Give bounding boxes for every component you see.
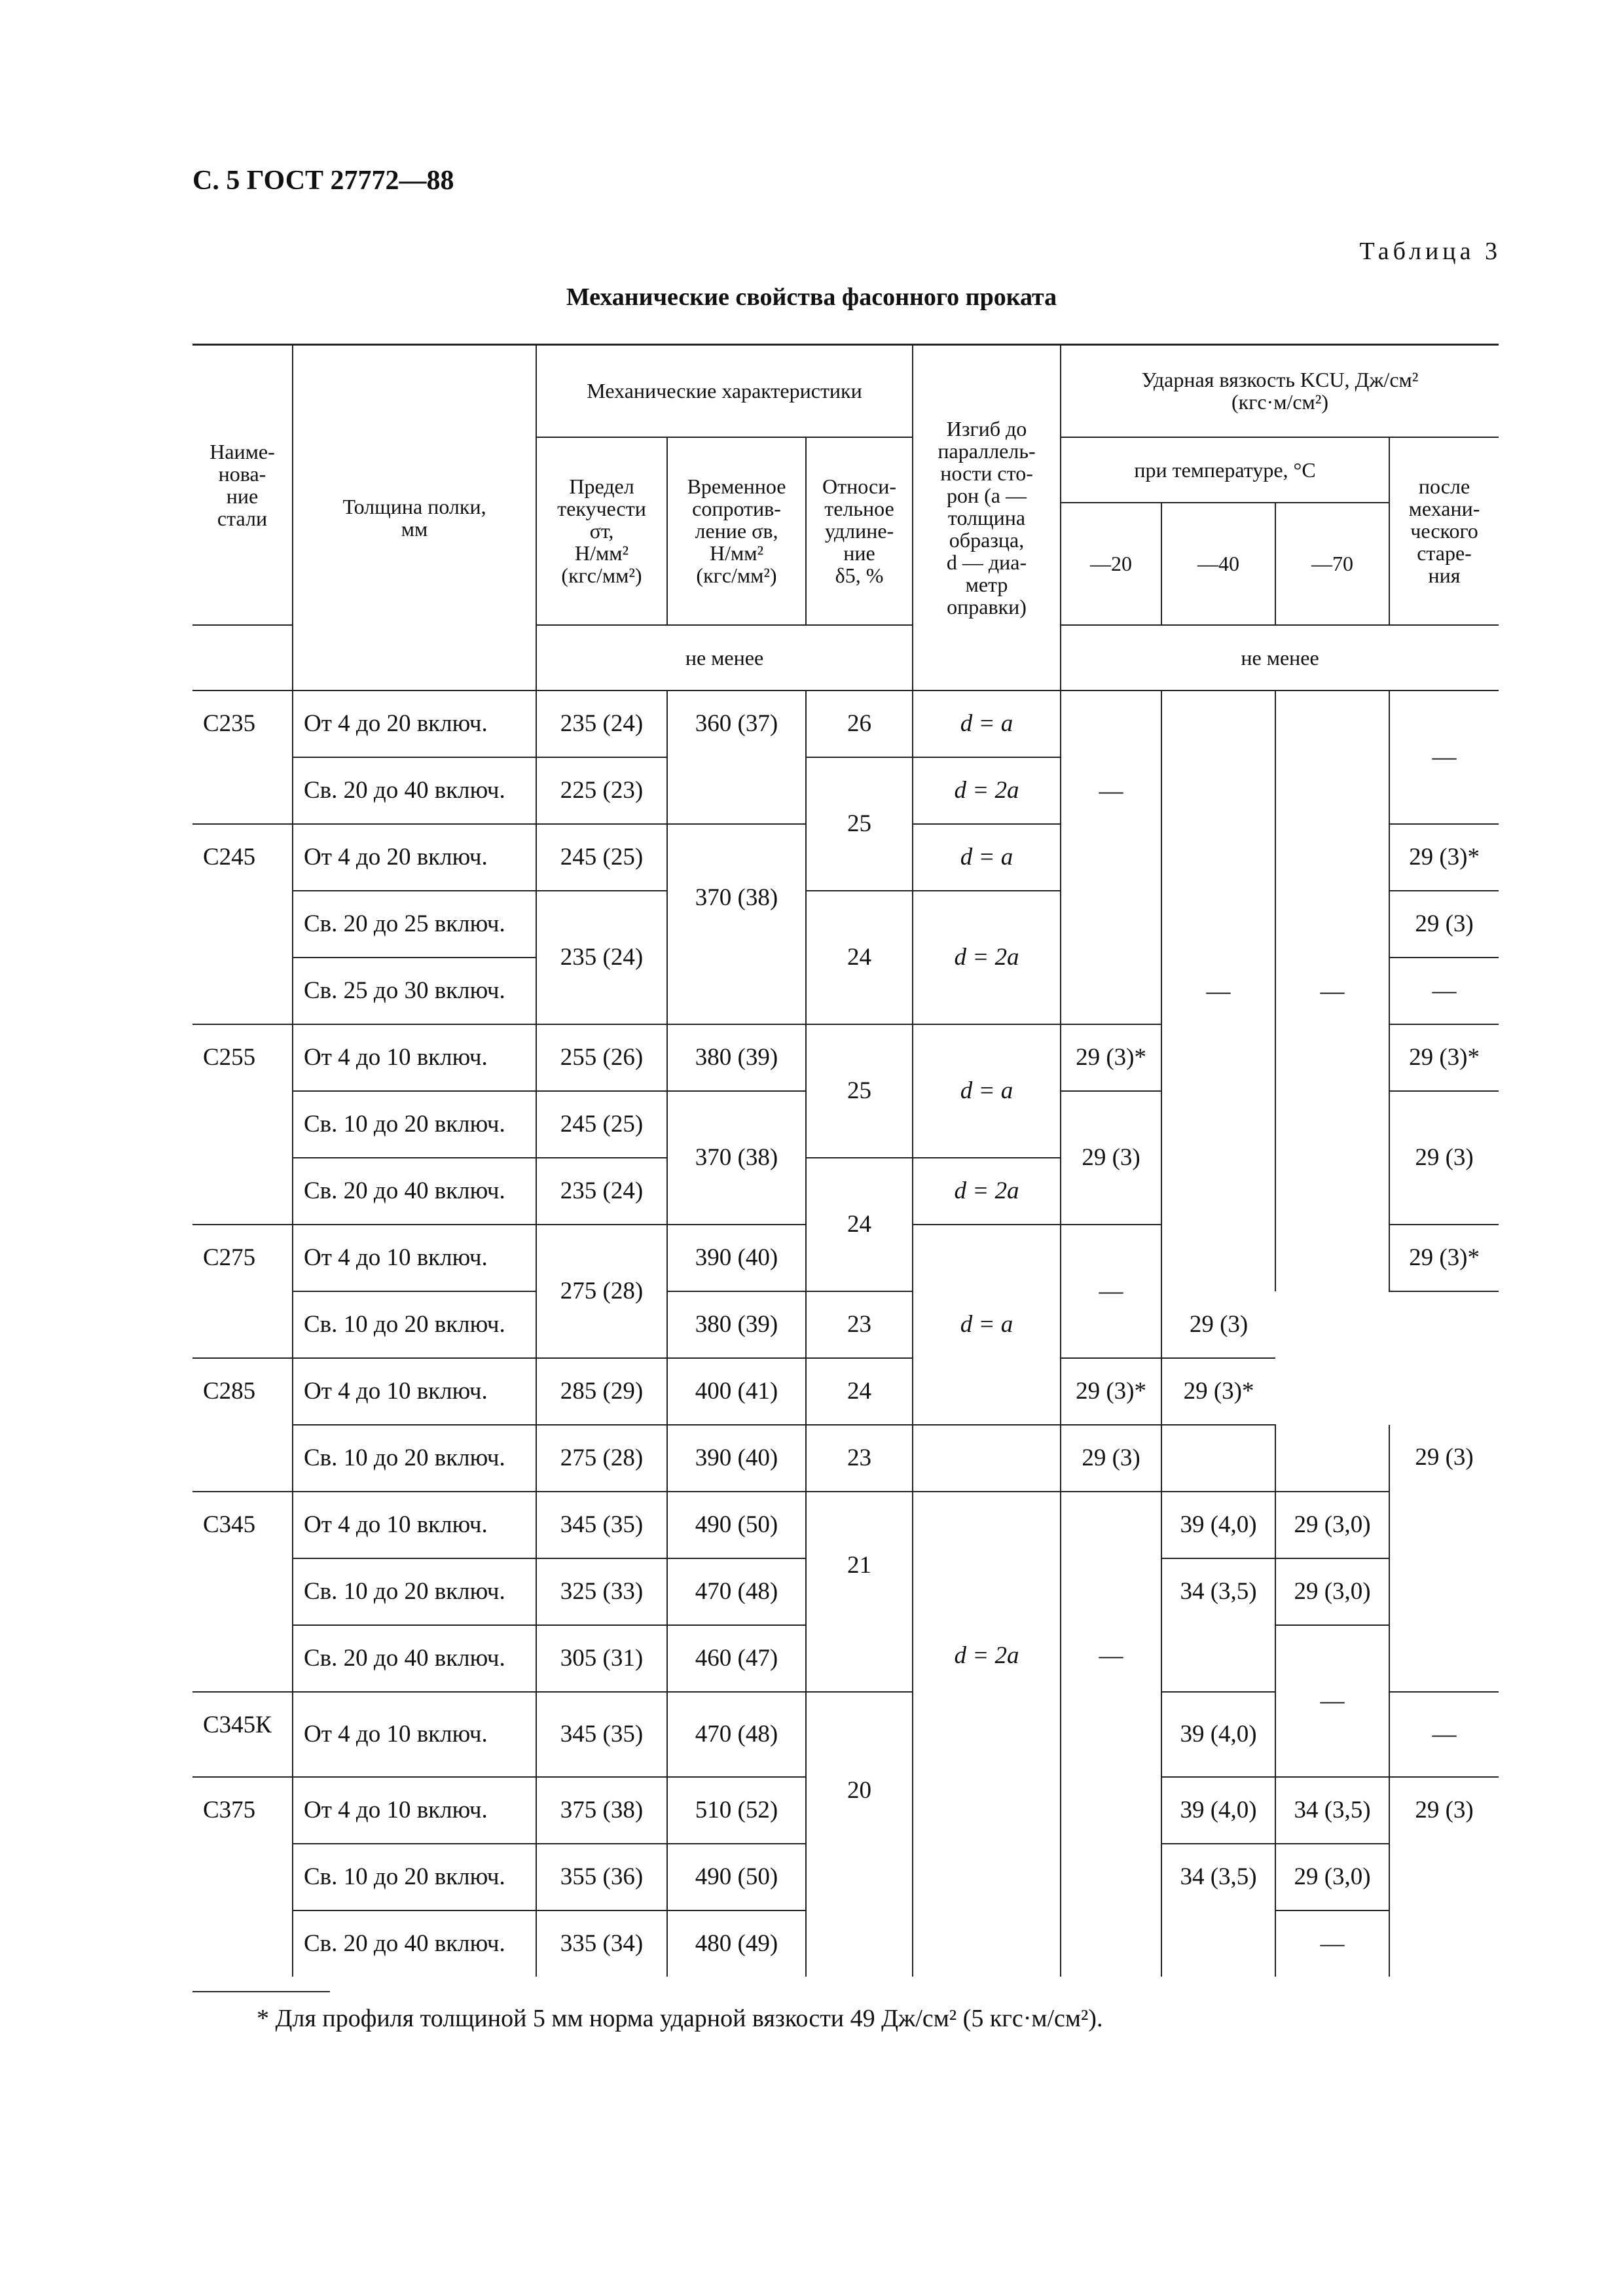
steel-grade: С285	[192, 1358, 293, 1492]
kcu40-cell	[1161, 1425, 1275, 1492]
thickness-cell: Св. 20 до 40 включ.	[293, 1158, 536, 1225]
yield-cell: 225 (23)	[536, 757, 667, 824]
kcu70-cell: —	[1275, 1910, 1389, 1977]
yield-cell: 235 (24)	[536, 891, 667, 1024]
kcu40-cell: 34 (3,5)	[1161, 1558, 1275, 1692]
elong-cell: 25	[806, 757, 913, 891]
steel-grade: С235	[192, 691, 293, 824]
yield-cell: 285 (29)	[536, 1358, 667, 1425]
tensile-cell: 370 (38)	[667, 1091, 806, 1225]
mechanical-properties-table	[192, 344, 1499, 1977]
bend-cell: d = a	[913, 1225, 1061, 1425]
yield-cell: 335 (34)	[536, 1910, 667, 1977]
aging-cell: 29 (3)	[1161, 1291, 1275, 1358]
table-caption: Механические свойства фасонного проката	[566, 283, 1057, 311]
bend-cell: d = 2a	[913, 1492, 1061, 1977]
tensile-cell: 460 (47)	[667, 1625, 806, 1692]
thickness-cell: Св. 20 до 25 включ.	[293, 891, 536, 958]
thickness-cell: От 4 до 20 включ.	[293, 824, 536, 891]
thickness-cell: Св. 20 до 40 включ.	[293, 1625, 536, 1692]
page-header: С. 5 ГОСТ 27772—88	[192, 166, 454, 196]
kcu70-cell: 29 (3,0)	[1275, 1558, 1389, 1625]
yield-cell: 245 (25)	[536, 824, 667, 891]
header-after-aging: после механи- ческого старе- ния	[1389, 437, 1499, 625]
kcu70-cell: 29 (3,0)	[1275, 1844, 1389, 1910]
yield-cell: 345 (35)	[536, 1692, 667, 1777]
kcu70-cell: —	[1275, 691, 1389, 1291]
yield-cell: 345 (35)	[536, 1492, 667, 1558]
kcu70-cell: —	[1275, 1625, 1389, 1777]
kcu40-cell: 39 (4,0)	[1161, 1692, 1275, 1777]
elong-cell: 25	[806, 1024, 913, 1158]
aging-cell: 29 (3)*	[1389, 1024, 1499, 1091]
header-t40: —40	[1161, 503, 1275, 625]
yield-cell: 235 (24)	[536, 1158, 667, 1225]
bend-cell: d = 2a	[913, 1158, 1061, 1225]
header-impact: Ударная вязкость KCU, Дж/см² (кгс·м/см²)	[1061, 345, 1499, 437]
yield-cell: 255 (26)	[536, 1024, 667, 1091]
header-steel-cont	[192, 625, 293, 691]
header-not-less-1: не менее	[536, 625, 913, 691]
footnote: * Для профиля толщиной 5 мм норма ударной вязкости 49 Дж/см² (5 кгс·м/см²).	[257, 2005, 1103, 2032]
tensile-cell: 380 (39)	[667, 1291, 806, 1358]
yield-cell: 305 (31)	[536, 1625, 667, 1692]
header-mech: Механические характеристики	[536, 345, 913, 437]
aging-cell: 29 (3)	[1389, 891, 1499, 958]
yield-cell: 275 (28)	[536, 1425, 667, 1492]
thickness-cell: Св. 10 до 20 включ.	[293, 1844, 536, 1910]
thickness-cell: От 4 до 10 включ.	[293, 1777, 536, 1844]
kcu70-cell: 34 (3,5)	[1275, 1777, 1389, 1844]
kcu20-cell: —	[1061, 1492, 1161, 1977]
kcu20-cell: —	[1061, 691, 1161, 891]
kcu40-cell: 34 (3,5)	[1161, 1844, 1275, 1977]
kcu40-cell: —	[1161, 691, 1275, 1291]
elong-cell: 24	[806, 891, 913, 1024]
thickness-cell: Св. 10 до 20 включ.	[293, 1291, 536, 1358]
aging-cell: 29 (3)*	[1161, 1358, 1275, 1425]
aging-cell: 29 (3)*	[1389, 824, 1499, 891]
yield-cell: 275 (28)	[536, 1225, 667, 1358]
tensile-cell: 470 (48)	[667, 1558, 806, 1625]
elong-cell: 21	[806, 1492, 913, 1692]
bend-cell: d = 2a	[913, 757, 1061, 824]
steel-grade: С275	[192, 1225, 293, 1358]
bend-cell: d = 2a	[913, 891, 1061, 1024]
header-thickness: Толщина полки, мм	[293, 345, 536, 691]
header-elong: Относи- тельное удлине- ние δ5, %	[806, 437, 913, 625]
thickness-cell: От 4 до 10 включ.	[293, 1024, 536, 1091]
tensile-cell: 490 (50)	[667, 1492, 806, 1558]
kcu20-cell: 29 (3)	[1061, 1091, 1161, 1225]
steel-grade: С345К	[192, 1692, 293, 1777]
header-tensile: Временное сопротив- ление σв, Н/мм² (кгс/мм²)	[667, 437, 806, 625]
steel-grade: С345	[192, 1492, 293, 1692]
header-steel: Наиме- нова- ние стали	[192, 345, 293, 625]
thickness-cell: Св. 10 до 20 включ.	[293, 1425, 536, 1492]
header-not-less-2: не менее	[1061, 625, 1499, 691]
bend-cell: d = a	[913, 691, 1061, 757]
elong-cell: 20	[806, 1692, 913, 1977]
thickness-cell: Св. 10 до 20 включ.	[293, 1558, 536, 1625]
thickness-cell: От 4 до 10 включ.	[293, 1358, 536, 1425]
yield-cell: 235 (24)	[536, 691, 667, 757]
elong-cell: 26	[806, 691, 913, 757]
aging-cell: 29 (3)*	[1389, 1225, 1499, 1291]
yield-cell: 355 (36)	[536, 1844, 667, 1910]
tensile-cell: 490 (50)	[667, 1844, 806, 1910]
yield-cell: 245 (25)	[536, 1091, 667, 1158]
tensile-cell: 390 (40)	[667, 1225, 806, 1291]
tensile-cell: 390 (40)	[667, 1425, 806, 1492]
yield-cell: 375 (38)	[536, 1777, 667, 1844]
aging-cell: —	[1389, 1692, 1499, 1777]
kcu70-cell: 29 (3,0)	[1275, 1492, 1389, 1558]
steel-grade: С245	[192, 824, 293, 1024]
aging-cell: 29 (3)	[1389, 1425, 1499, 1692]
thickness-cell: Св. 20 до 40 включ.	[293, 1910, 536, 1977]
bend-cell	[913, 1425, 1061, 1492]
kcu40-cell: 39 (4,0)	[1161, 1492, 1275, 1558]
aging-cell: —	[1389, 958, 1499, 1024]
tensile-cell: 510 (52)	[667, 1777, 806, 1844]
kcu20-cell: 29 (3)*	[1061, 1024, 1161, 1091]
bend-cell: d = a	[913, 1024, 1061, 1158]
thickness-cell: Св. 10 до 20 включ.	[293, 1091, 536, 1158]
kcu20-cell: 29 (3)	[1061, 1425, 1161, 1492]
thickness-cell: Св. 25 до 30 включ.	[293, 958, 536, 1024]
steel-grade: С375	[192, 1777, 293, 1977]
header-at-temp: при температуре, °C	[1061, 437, 1389, 503]
kcu20-cell: —	[1061, 1225, 1161, 1358]
elong-cell: 24	[806, 1358, 913, 1425]
elong-cell: 23	[806, 1291, 913, 1358]
aging-cell: 29 (3)	[1389, 1091, 1499, 1225]
header-t20: —20	[1061, 503, 1161, 625]
elong-cell: 23	[806, 1425, 913, 1492]
bend-cell: d = a	[913, 824, 1061, 891]
yield-cell: 325 (33)	[536, 1558, 667, 1625]
thickness-cell: От 4 до 20 включ.	[293, 691, 536, 757]
thickness-cell: От 4 до 10 включ.	[293, 1492, 536, 1558]
tensile-cell: 400 (41)	[667, 1358, 806, 1425]
header-yield: Предел текучести σт, Н/мм² (кгс/мм²)	[536, 437, 667, 625]
aging-cell: 29 (3)	[1389, 1777, 1499, 1977]
kcu40-cell: 39 (4,0)	[1161, 1777, 1275, 1844]
header-bend: Изгиб до параллель- ности сто- рон (a — толщина образца, d — диа- метр оправки)	[913, 345, 1061, 691]
steel-grade: С255	[192, 1024, 293, 1225]
thickness-cell: От 4 до 10 включ.	[293, 1225, 536, 1291]
tensile-cell: 370 (38)	[667, 824, 806, 1024]
aging-cell: —	[1389, 691, 1499, 824]
tensile-cell: 470 (48)	[667, 1692, 806, 1777]
footnote-divider	[192, 1991, 330, 1992]
kcu20-cell: 29 (3)*	[1061, 1358, 1161, 1425]
tensile-cell: 360 (37)	[667, 691, 806, 824]
thickness-cell: Св. 20 до 40 включ.	[293, 757, 536, 824]
thickness-cell: От 4 до 10 включ.	[293, 1692, 536, 1777]
header-t70: —70	[1275, 503, 1389, 625]
tensile-cell: 480 (49)	[667, 1910, 806, 1977]
elong-cell: 24	[806, 1158, 913, 1291]
kcu20-cell	[1061, 891, 1161, 1024]
kcu70-cell	[1275, 1425, 1389, 1492]
tensile-cell: 380 (39)	[667, 1024, 806, 1091]
table-number: Таблица 3	[1359, 238, 1501, 265]
